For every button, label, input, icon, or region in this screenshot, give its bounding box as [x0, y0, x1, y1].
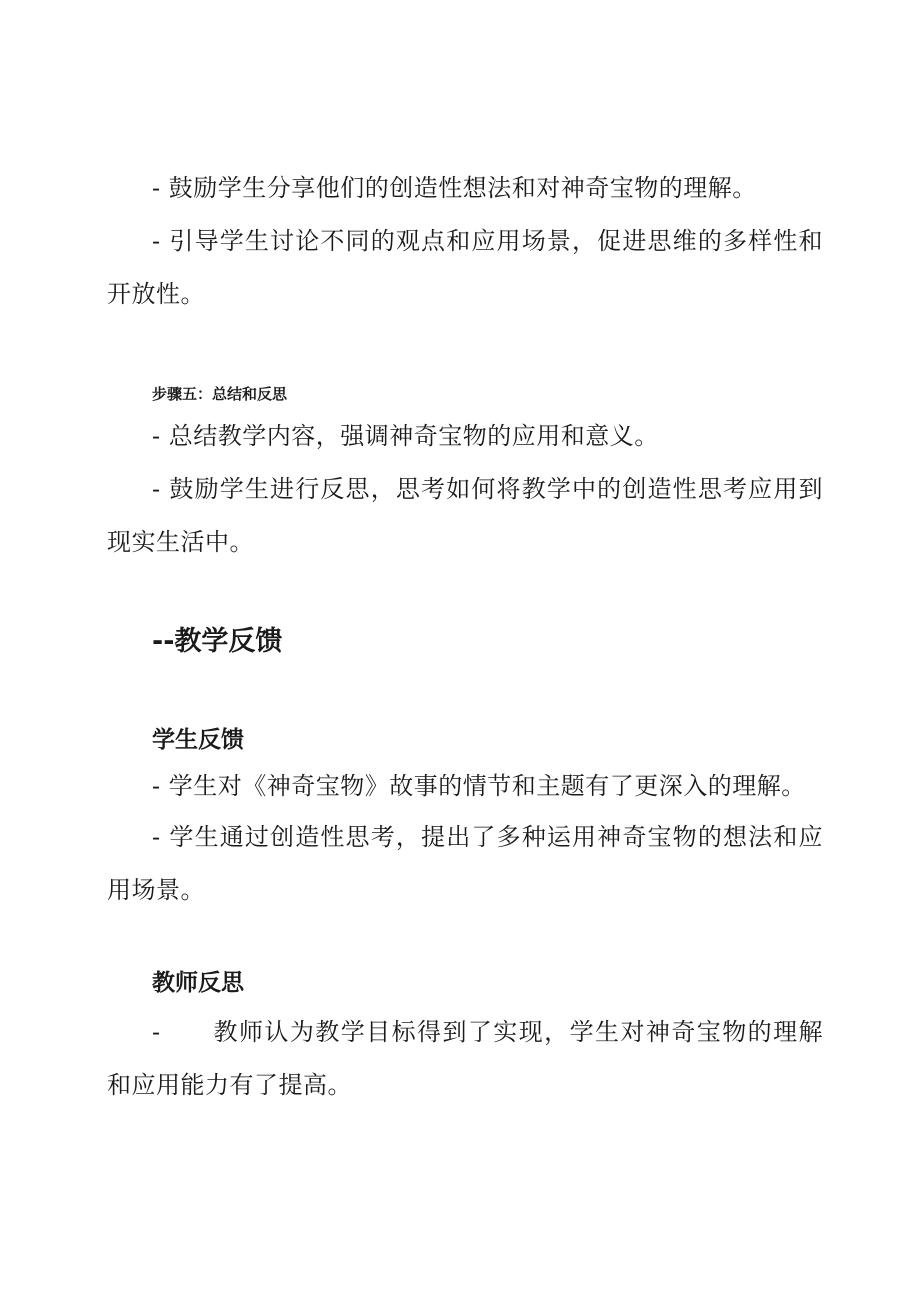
step4-item-share: - 鼓励学生分享他们的创造性想法和对神奇宝物的理解。: [152, 174, 757, 202]
teacher-reflection-item: [107, 1006, 823, 1112]
list-dash: -: [152, 1018, 161, 1046]
step5-heading: 步骤五：总结和反思: [152, 385, 288, 403]
teacher-reflection-text: 教师认为教学目标得到了实现，学生对神奇宝物的理解和应用能力有了提高。: [107, 1018, 823, 1099]
student-feedback-item-understanding: - 学生对《神奇宝物》故事的情节和主题有了更深入的理解。: [152, 772, 806, 800]
student-feedback-heading: 学生反馈: [152, 727, 244, 753]
student-feedback-item-ideas: - 学生通过创造性思考，提出了多种运用神奇宝物的想法和应用场景。: [107, 823, 823, 904]
step5-item-reflect: - 鼓励学生进行反思，思考如何将教学中的创造性思考应用到现实生活中。: [107, 475, 823, 556]
step4-item-discuss: - 引导学生讨论不同的观点和应用场景，促进思维的多样性和开放性。: [107, 227, 823, 308]
teacher-reflection-heading: 教师反思: [152, 970, 244, 996]
feedback-section-heading: --教学反馈: [152, 626, 283, 657]
step5-item-summary: - 总结教学内容，强调神奇宝物的应用和意义。: [152, 422, 659, 450]
